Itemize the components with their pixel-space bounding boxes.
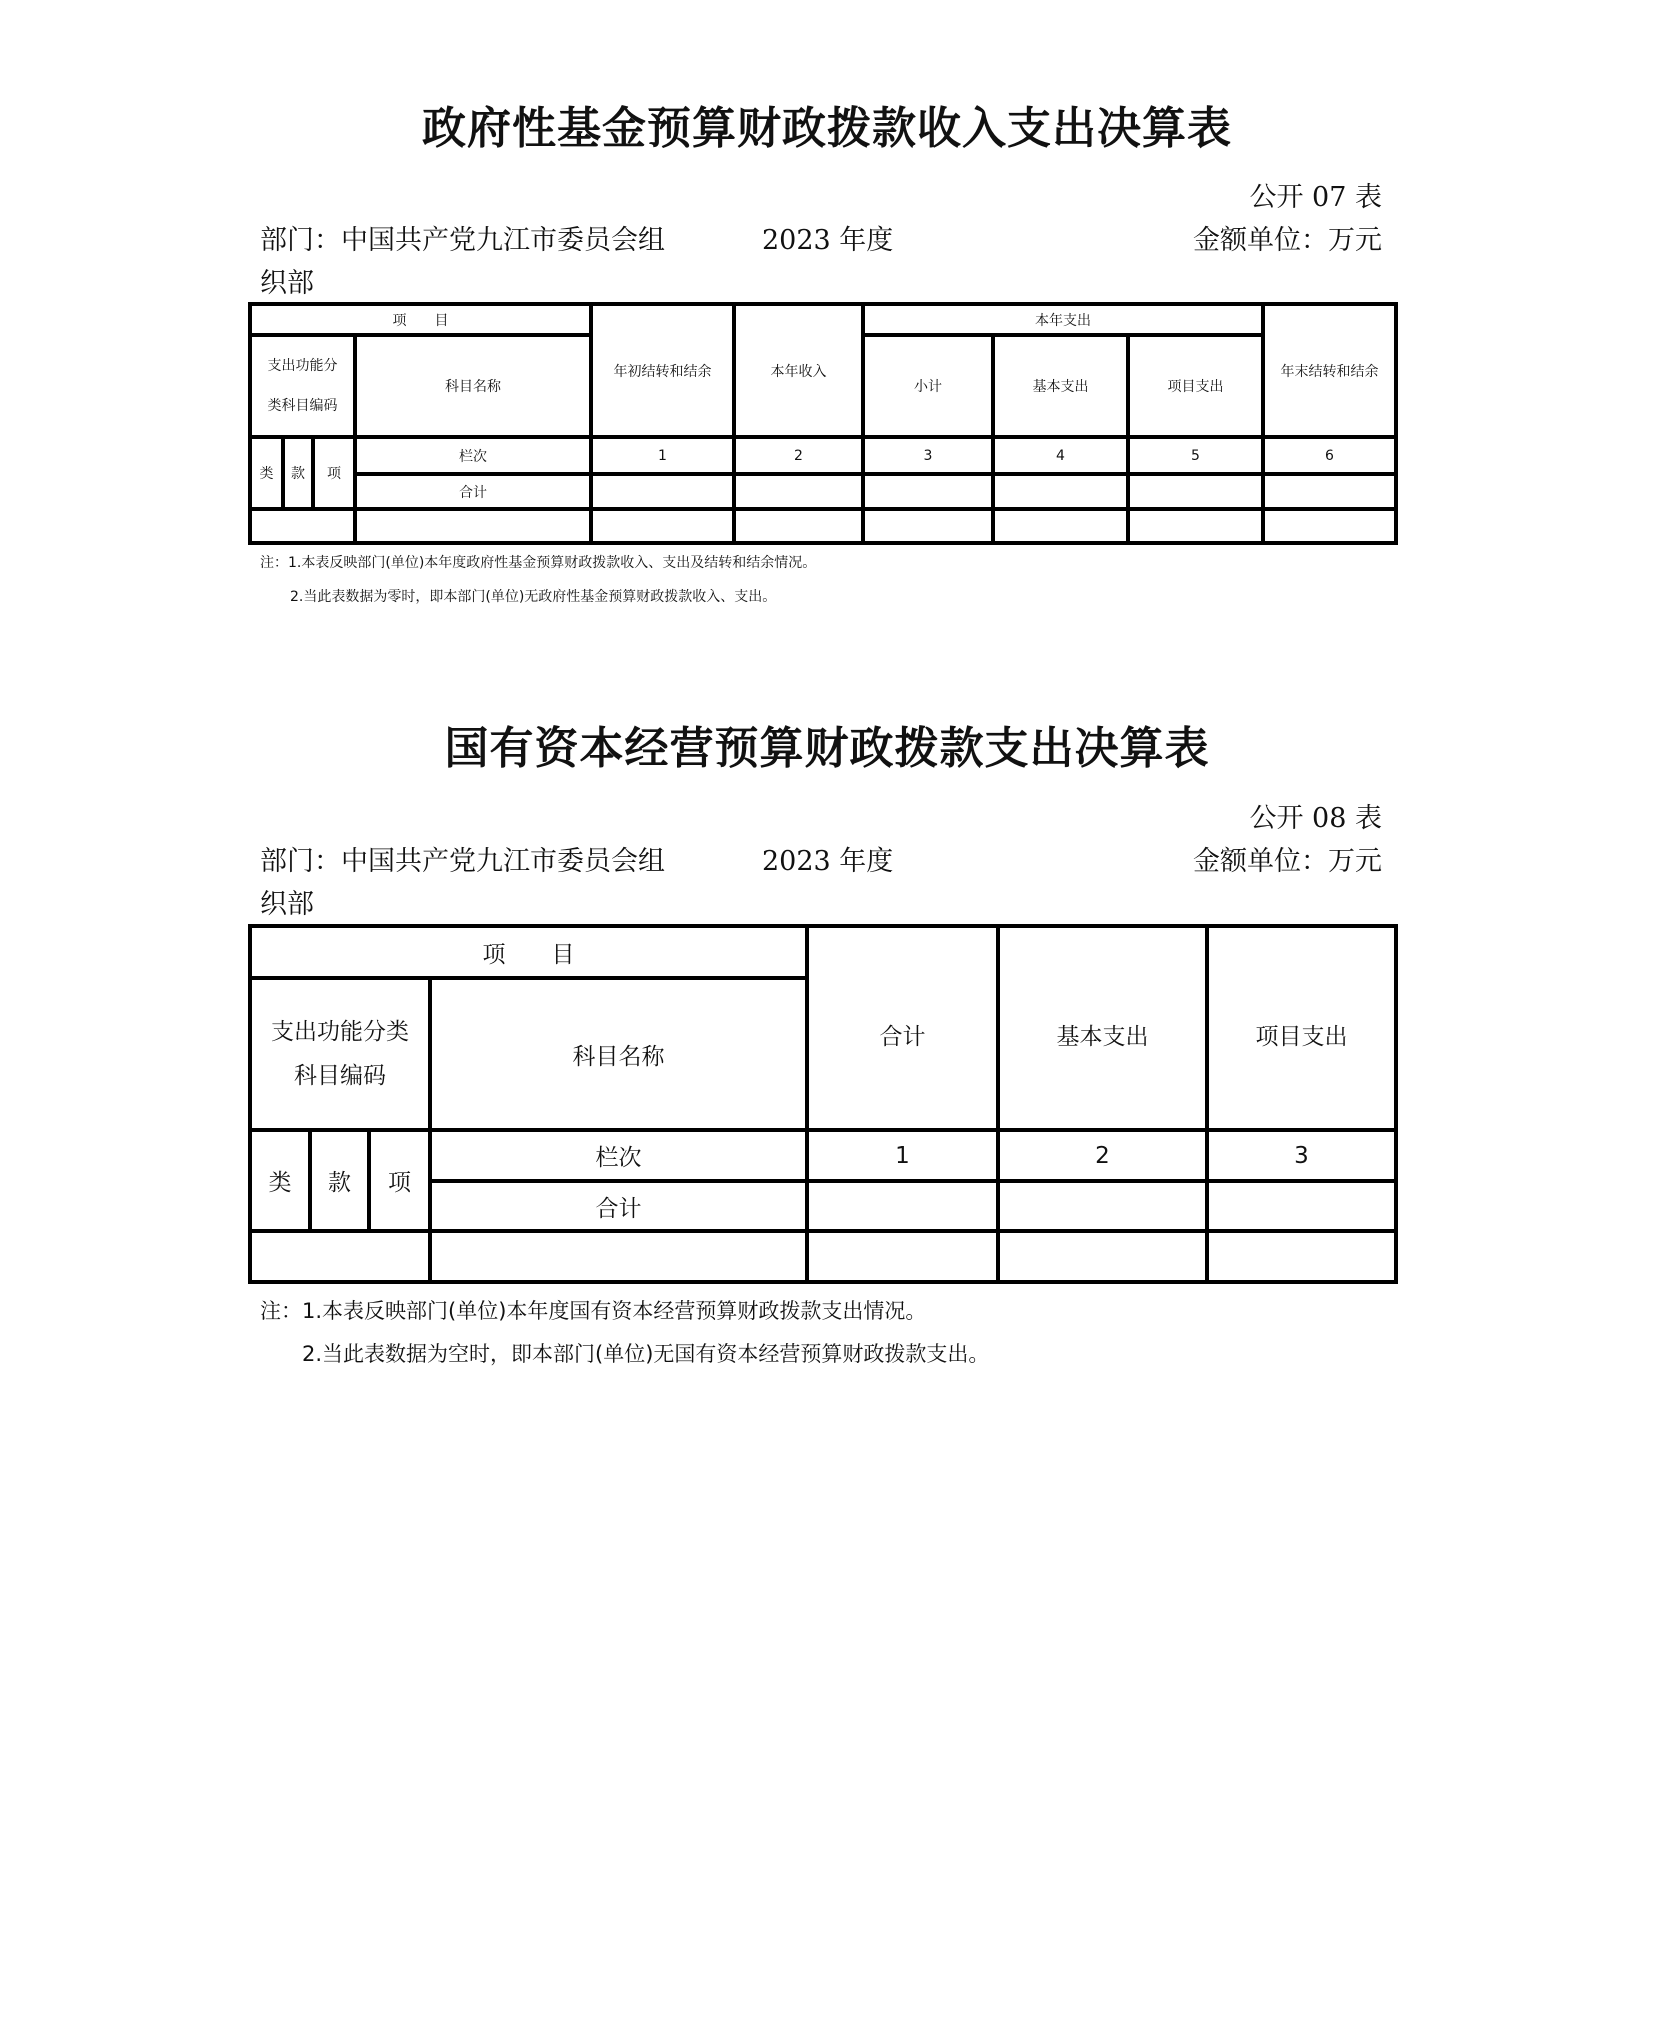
header-code: [250, 335, 355, 437]
header-end-balance: 年末结转和结余: [1263, 304, 1396, 437]
unit-label-1: 金额单位：万元: [1193, 225, 1382, 256]
department-label-cont-1: 织部: [260, 268, 314, 299]
header-kuan: 款: [310, 1130, 369, 1231]
department-label-2: 部门：中国共产党九江市委员会组: [260, 846, 665, 877]
row-lanci: 栏次: [430, 1130, 807, 1181]
col-number: 2: [734, 437, 863, 474]
row-total: 合计: [430, 1181, 807, 1231]
col-number: 3: [1207, 1130, 1396, 1181]
note-1-1: 注：1.本表反映部门(单位)本年度政府性基金预算财政拨款收入、支出及结转和结余情况。: [260, 555, 817, 571]
cell: [591, 474, 734, 509]
header-subtotal: 小计: [863, 335, 993, 437]
page-title-2: 国有资本经营预算财政拨款支出决算表: [444, 723, 1210, 774]
col-number: 3: [863, 437, 993, 474]
header-expense: 本年支出: [863, 304, 1263, 335]
header-item: 项 目: [250, 926, 807, 978]
cell: [1128, 509, 1263, 543]
header-code-line2: 科目编码: [294, 1063, 386, 1089]
unit-label-2: 金额单位：万元: [1193, 846, 1382, 877]
header-code-line2: 类科目编码: [267, 398, 338, 414]
header-total: 合计: [807, 926, 998, 1130]
note-2-1: 注：1.本表反映部门(单位)本年度国有资本经营预算财政拨款支出情况。: [260, 1299, 927, 1323]
table-number-2: 公开 08 表: [1249, 803, 1382, 834]
fund-budget-table: [248, 302, 1398, 545]
cell: [591, 509, 734, 543]
department-label-cont-2: 织部: [260, 889, 314, 920]
cell: [250, 1231, 430, 1282]
header-income: 本年收入: [734, 304, 863, 437]
header-kuan: 款: [283, 437, 313, 509]
header-begin-balance: 年初结转和结余: [591, 304, 734, 437]
cell: [993, 509, 1128, 543]
cell: [734, 474, 863, 509]
cell: [998, 1231, 1207, 1282]
state-capital-table: [248, 924, 1398, 1284]
cell: [430, 1231, 807, 1282]
cell: [807, 1231, 998, 1282]
year-label-2: 2023 年度: [762, 846, 894, 877]
col-number: 4: [993, 437, 1128, 474]
header-code: [250, 978, 430, 1130]
year-label-1: 2023 年度: [762, 225, 894, 256]
row-lanci: 栏次: [355, 437, 591, 474]
cell: [863, 509, 993, 543]
cell: [1263, 474, 1396, 509]
header-code-line1: 支出功能分: [267, 358, 338, 374]
cell: [1128, 474, 1263, 509]
col-number: 1: [591, 437, 734, 474]
cell: [807, 1181, 998, 1231]
header-name: 科目名称: [355, 335, 591, 437]
header-project: 项目支出: [1207, 926, 1396, 1130]
header-basic: 基本支出: [998, 926, 1207, 1130]
header-code-line1: 支出功能分类: [271, 1019, 409, 1045]
col-number: 6: [1263, 437, 1396, 474]
cell: [250, 509, 355, 543]
page-title-1: 政府性基金预算财政拨款收入支出决算表: [422, 103, 1232, 154]
row-total: 合计: [355, 474, 591, 509]
header-basic: 基本支出: [993, 335, 1128, 437]
cell: [863, 474, 993, 509]
header-project: 项目支出: [1128, 335, 1263, 437]
cell: [993, 474, 1128, 509]
note-1-2: 2.当此表数据为零时，即本部门(单位)无政府性基金预算财政拨款收入、支出。: [290, 589, 777, 605]
header-name: 科目名称: [430, 978, 807, 1130]
table-number-1: 公开 07 表: [1249, 182, 1382, 213]
cell: [355, 509, 591, 543]
cell: [1207, 1231, 1396, 1282]
header-lei: 类: [250, 1130, 310, 1231]
col-number: 5: [1128, 437, 1263, 474]
header-xiang: 项: [369, 1130, 430, 1231]
cell: [1263, 509, 1396, 543]
cell: [734, 509, 863, 543]
cell: [998, 1181, 1207, 1231]
header-xiang: 项: [313, 437, 355, 509]
department-label-1: 部门：中国共产党九江市委员会组: [260, 225, 665, 256]
cell: [1207, 1181, 1396, 1231]
col-number: 1: [807, 1130, 998, 1181]
header-item: 项 目: [250, 304, 591, 335]
header-lei: 类: [250, 437, 283, 509]
col-number: 2: [998, 1130, 1207, 1181]
note-2-2: 2.当此表数据为空时，即本部门(单位)无国有资本经营预算财政拨款支出。: [302, 1342, 990, 1366]
